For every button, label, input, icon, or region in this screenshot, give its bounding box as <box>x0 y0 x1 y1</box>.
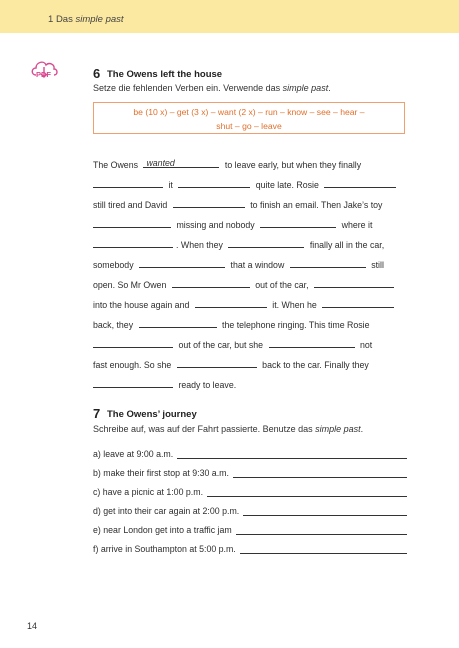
word-box <box>93 102 405 134</box>
blank[interactable] <box>269 338 355 348</box>
blank[interactable] <box>228 238 304 248</box>
blank[interactable] <box>177 358 257 368</box>
text-line-11: fast enough. So she back to the car. Finally they <box>93 360 369 370</box>
answer-line[interactable] <box>233 468 407 478</box>
text-line-6: somebody that a window still <box>93 260 384 270</box>
question-d: d) get into their car again at 2:00 p.m. <box>93 506 407 516</box>
blank[interactable] <box>178 178 250 188</box>
blank[interactable] <box>93 378 173 388</box>
text-line-12: ready to leave. <box>93 378 236 390</box>
exercise-6-title: The Owens left the house <box>107 69 223 80</box>
example-answer: wanted <box>146 158 175 168</box>
blank[interactable] <box>322 298 394 308</box>
question-b: b) make their first stop at 9:30 a.m. <box>93 468 407 478</box>
blank[interactable] <box>324 178 396 188</box>
blank[interactable] <box>195 298 267 308</box>
text-line-1: The Owens wanted to leave early, but when they finally <box>93 158 362 170</box>
exercise-7-number: 7 <box>93 406 101 421</box>
pdf-label: PDF <box>36 70 51 79</box>
unit-header <box>48 14 124 25</box>
unit-topic: simple past <box>75 14 124 25</box>
blank[interactable] <box>260 218 336 228</box>
page-number: 14 <box>27 621 38 631</box>
exercise-6-number: 6 <box>93 66 101 81</box>
answer-line[interactable] <box>177 449 407 459</box>
blank[interactable] <box>290 258 366 268</box>
exercise-7-title: The Owens’ journey <box>107 409 197 420</box>
unit-prefix: Das <box>55 14 73 25</box>
blank[interactable] <box>139 318 217 328</box>
text-line-2: it quite late. Rosie <box>93 178 399 190</box>
text-line-4: missing and nobody where it <box>93 218 372 230</box>
text-line-10: out of the car, but she not <box>93 338 372 350</box>
blank[interactable] <box>93 218 171 228</box>
blank[interactable] <box>93 238 173 248</box>
question-f: f) arrive in Southampton at 5:00 p.m. <box>93 544 407 554</box>
blank[interactable] <box>93 338 173 348</box>
exercise-7-instruction: Schreibe auf, was auf der Fahrt passierte. Benutze das simple past. <box>93 424 364 434</box>
answer-line[interactable] <box>240 544 407 554</box>
text-line-9: back, they the telephone ringing. This time Rosie <box>93 320 370 330</box>
blank[interactable] <box>139 258 225 268</box>
answer-line[interactable] <box>243 506 407 516</box>
blank[interactable] <box>93 178 163 188</box>
question-c: c) have a picnic at 1:00 p.m. <box>93 487 407 497</box>
unit-number: 1 <box>48 14 54 25</box>
answer-line[interactable] <box>207 487 407 497</box>
text-line-7: open. So Mr Owen out of the car, <box>93 278 397 290</box>
blank[interactable] <box>172 278 250 288</box>
question-a: a) leave at 9:00 a.m. <box>93 449 407 459</box>
blank-example[interactable] <box>143 158 219 168</box>
blank[interactable] <box>314 278 394 288</box>
word-box-line-1: be (10 x) – get (3 x) – want (2 x) – run – know – see – hear – <box>133 107 365 117</box>
question-e: e) near London get into a traffic jam <box>93 525 407 535</box>
text-line-5: . When they finally all in the car, <box>93 238 384 250</box>
blank[interactable] <box>173 198 245 208</box>
word-box-line-2: shut – go – leave <box>216 121 282 131</box>
answer-line[interactable] <box>236 525 407 535</box>
text-line-8: into the house again and it. When he <box>93 298 397 310</box>
text-line-3: still tired and David to finish an email. Then Jake’s toy <box>93 200 383 210</box>
exercise-6-instruction: Setze die fehlenden Verben ein. Verwende das simple past. <box>93 83 331 93</box>
